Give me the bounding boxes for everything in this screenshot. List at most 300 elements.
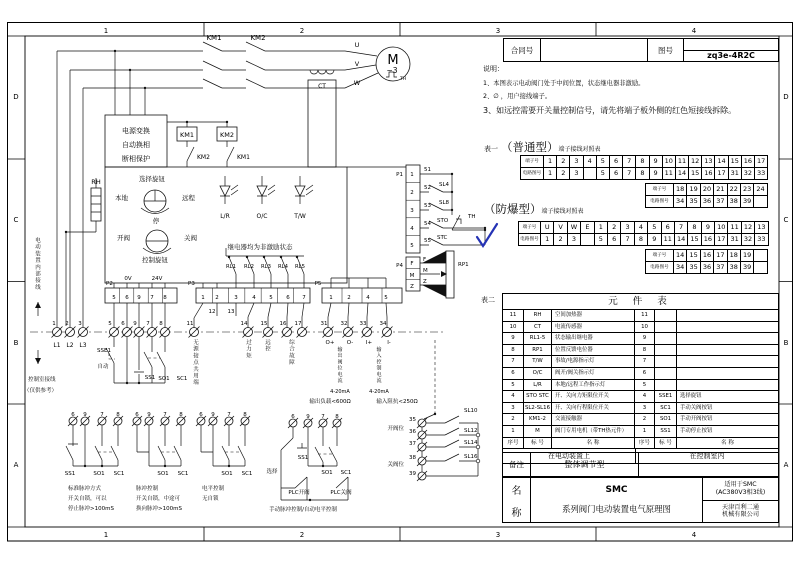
schematic-label: 输出阀位电流 <box>337 347 343 384</box>
table-cell: 3 <box>568 234 581 246</box>
schematic-label: 选择旋钮 <box>139 175 165 183</box>
schematic-label: 5 <box>384 295 388 301</box>
table-cell: 11 <box>635 310 655 322</box>
junction-dot <box>484 229 486 231</box>
schematic-label: 4 <box>252 295 256 301</box>
note-item: 3、如远控需要开关量控制信号，请先将端子板外侧的红色短接线拆除。 <box>483 106 737 115</box>
schematic-label: SC1 <box>177 471 189 477</box>
schematic-label: 16 <box>279 321 287 327</box>
schematic-label: 9 <box>211 412 215 418</box>
table-cell: 19 <box>687 184 700 196</box>
schematic-label: 34 <box>379 321 387 327</box>
table-cell: 9 <box>648 234 661 246</box>
table-cell: 20 <box>701 184 714 196</box>
junction-dot <box>101 465 103 467</box>
schematic-label: 7 <box>302 295 306 301</box>
table-cell <box>655 368 677 380</box>
schematic-label: 9 <box>137 295 141 301</box>
drawing-no-cell <box>684 39 778 61</box>
junction-dot <box>129 69 131 71</box>
junction-dot <box>246 256 248 258</box>
schematic-label: 38 <box>409 455 416 461</box>
schematic-label: 6 <box>199 412 203 418</box>
table-cell: 17 <box>714 250 727 262</box>
schematic-label: 4-20mA <box>369 389 389 395</box>
led-oc-icon <box>257 186 267 196</box>
schematic-label: 过力矩 <box>246 340 252 360</box>
table-cell: 端子号 <box>646 250 674 262</box>
table-cell: 2 <box>557 168 570 180</box>
schematic-label: 9 <box>147 412 151 418</box>
drawing-title: 系列阀门电动装置电气原理图 <box>562 503 671 514</box>
table-cell <box>677 310 778 322</box>
table-cell: SO1 <box>655 414 677 426</box>
table-cell: 33 <box>755 168 768 180</box>
table-cell: 交流接触器 <box>552 414 635 426</box>
table-cell: U <box>541 222 554 234</box>
zone-number: 2 <box>299 531 305 539</box>
table-cell: 2 <box>608 222 621 234</box>
schematic-labels <box>24 34 478 513</box>
table-cell: 3 <box>570 168 583 180</box>
table1-ref: 表一 <box>484 145 498 153</box>
table-cell: 32 <box>742 168 755 180</box>
schematic-label: KM2 <box>219 131 235 139</box>
schematic-label: 控制室接线 <box>28 377 56 383</box>
junction-dot <box>186 121 188 123</box>
table-cell: 5 <box>595 234 608 246</box>
schematic-label: RL1 <box>225 264 237 270</box>
table-cell: 电路图号 <box>646 196 674 208</box>
remark-empty <box>639 453 778 476</box>
schematic-label: P4 <box>396 263 403 269</box>
schematic-label: SSE1 <box>97 348 111 354</box>
schematic-label: O/C <box>256 213 268 220</box>
schematic-label: 停 <box>152 217 160 225</box>
table-cell: 11 <box>503 310 524 322</box>
zone-number: 3 <box>495 531 501 539</box>
schematic-label: 断相保护 <box>122 155 150 163</box>
schematic-label: 换向脉冲>100mS <box>136 506 182 512</box>
name-title-cell <box>531 478 703 522</box>
junction-dot <box>226 121 228 123</box>
schematic-label: SL4 <box>439 182 450 188</box>
schematic-label: SO1 <box>93 471 105 477</box>
schematic-label: 自动 <box>97 364 109 370</box>
table-cell: 9 <box>702 222 715 234</box>
table-cell: 14 <box>676 168 689 180</box>
schematic-label: 7 <box>321 414 325 420</box>
table-cell: 8 <box>635 345 655 357</box>
table-cell: 33 <box>755 234 768 246</box>
applicable-cell <box>703 478 778 501</box>
component-table-title: 元 件 表 <box>503 294 778 310</box>
table-cell: 10 <box>503 322 524 334</box>
schematic-label: 输入阻抗<250Ω <box>376 399 418 405</box>
dashed-links <box>98 340 435 454</box>
drawing-number: zq3e-4R2C <box>707 51 755 61</box>
table-cell: 4 <box>584 156 597 168</box>
name-label-char1: 名 <box>511 485 522 497</box>
schematic-label: 14 <box>240 321 248 327</box>
table-cell: 5 <box>648 222 661 234</box>
table-cell: 5 <box>503 380 524 392</box>
table-cell: 序号 <box>635 438 655 450</box>
schematic-label: TH <box>468 214 476 220</box>
table-cell <box>655 310 677 322</box>
table-cell: 16 <box>702 168 715 180</box>
table-cell: 序号 <box>503 438 524 450</box>
table-cell: 23 <box>741 184 754 196</box>
table-cell: 2 <box>557 156 570 168</box>
table-cell: 手动停止按钮 <box>677 426 778 438</box>
schematic-label: 手动脉冲控制/自动电平控制 <box>269 507 337 513</box>
table-cell: 2 <box>554 234 567 246</box>
schematic-label: 无自锁 <box>202 496 219 502</box>
table-cell: M <box>524 426 552 438</box>
company-line2: 机械有限公司 <box>721 511 760 519</box>
name-label <box>503 478 531 522</box>
table-cell: 37 <box>714 262 727 274</box>
schematic-label: SC1 <box>176 376 188 382</box>
junction-dot <box>451 173 453 175</box>
table-cell: 电路图号 <box>521 168 544 180</box>
schematic-label: 3 <box>410 208 414 214</box>
table-cell: V <box>554 222 567 234</box>
schematic-label: 继电器均为非激励状态 <box>227 243 293 251</box>
table-cell <box>655 356 677 368</box>
rp1-pot <box>446 251 454 298</box>
table-cell: 8 <box>636 156 649 168</box>
table-cell: 5 <box>597 168 610 180</box>
schematic-label: 7 <box>146 321 150 327</box>
table-cell: 1 <box>635 426 655 438</box>
table-cell: 9 <box>650 168 663 180</box>
table-cell: 8 <box>503 345 524 357</box>
schematic-label: 4 <box>366 295 370 301</box>
table-cell: 37 <box>714 196 727 208</box>
table-cell: RP1 <box>524 345 552 357</box>
table-cell: 14 <box>715 156 728 168</box>
zone-letter: B <box>783 339 789 347</box>
table-cell: 状态输出继电器 <box>552 333 635 345</box>
table-cell: 36 <box>701 262 714 274</box>
schematic-label: I- <box>387 340 391 346</box>
table-cell: 14 <box>675 234 688 246</box>
table-cell: 1 <box>544 156 557 168</box>
junction-dot <box>451 191 453 193</box>
schematic-label: 关阀 <box>184 234 197 242</box>
table-cell: 39 <box>741 196 754 208</box>
checkmark-annotation <box>477 224 497 246</box>
table-cell: 1 <box>503 426 524 438</box>
table-cell: 阀开/阀关指示灯 <box>552 368 635 380</box>
table-cell: 34 <box>674 262 687 274</box>
schematic-label: F <box>410 261 414 267</box>
schematic-label: RH <box>91 178 101 186</box>
table-cell: 端子号 <box>646 184 674 196</box>
component-table-ref: 表二 <box>481 296 495 304</box>
table-cell: 事故/电源指示灯 <box>552 356 635 368</box>
schematic-label: 37 <box>409 441 416 447</box>
table-cell: 12 <box>742 222 755 234</box>
table-cell: 开、关向力矩限位开关 <box>552 391 635 403</box>
zone-letter: C <box>13 216 19 224</box>
schematic-label: 8 <box>335 414 339 420</box>
notes-items <box>483 78 783 116</box>
schematic-label: 8 <box>116 412 120 418</box>
table-cell: 36 <box>701 196 714 208</box>
schematic-label: 9 <box>83 412 87 418</box>
zone-number: 2 <box>299 27 305 35</box>
table-cell: 手动关阀按钮 <box>677 403 778 415</box>
table-cell: 位置反馈电位器 <box>552 345 635 357</box>
table2-subtitle: 端子接线对照表 <box>541 208 584 215</box>
schematic-label: 2 <box>347 295 351 301</box>
schematic-label: 35 <box>409 417 416 423</box>
table2-heading <box>484 201 584 217</box>
schematic-label: 3 <box>234 295 238 301</box>
table-cell: 12 <box>689 156 702 168</box>
table-cell: 电路图号 <box>646 262 674 274</box>
notes-heading: 说明： <box>483 65 504 73</box>
table-cell: 3 <box>621 222 634 234</box>
schematic-label: L/R <box>220 213 230 220</box>
table1-grid2 <box>645 183 768 208</box>
schematic-label: 6 <box>286 295 290 301</box>
schematic-label: RP1 <box>458 262 469 268</box>
table-cell: 8 <box>688 222 701 234</box>
schematic-label: RL4 <box>277 264 289 270</box>
table-cell: 开、关向行程限位开关 <box>552 403 635 415</box>
schematic-label: 1 <box>52 321 56 327</box>
schematic-label: 39 <box>409 471 416 477</box>
schematic-label: STC <box>437 235 448 241</box>
applicable-line1: 适用于SMC <box>724 481 757 489</box>
title-block <box>503 38 779 62</box>
led-tw-icon <box>295 186 305 196</box>
schematic-label: 1 <box>410 172 414 178</box>
schematic-label: L3 <box>79 342 87 349</box>
table-cell: 22 <box>728 184 741 196</box>
schematic-label: SO1 <box>158 376 170 382</box>
schematic-label: 开关自锁，可以 <box>68 496 107 502</box>
contract-value <box>541 39 648 61</box>
table-cell: 17 <box>755 156 768 168</box>
table-cell: 19 <box>741 250 754 262</box>
table1-type: （普通型） <box>501 140 559 154</box>
location-left: 在电动装置上 <box>503 449 636 463</box>
schematic-label: 54 <box>424 221 431 227</box>
table-cell: 标 号 <box>655 438 677 450</box>
table-cell: 5 <box>635 380 655 392</box>
junction-dot <box>309 499 311 501</box>
schematic-label: KM2 <box>197 154 210 161</box>
table-cell: 6 <box>608 234 621 246</box>
junction-dot <box>322 465 324 467</box>
zone-letter: C <box>783 216 789 224</box>
table-cell: 31 <box>729 168 742 180</box>
table-cell: 13 <box>702 156 715 168</box>
contract-label: 合同号 <box>504 39 541 61</box>
schematic-label: PLC关阀 <box>330 490 352 496</box>
table-cell <box>677 368 778 380</box>
schematic-label: 开阀位 <box>387 426 404 432</box>
junction-dot <box>434 413 436 415</box>
schematic-label: SL10 <box>464 408 478 414</box>
table-cell: 9 <box>503 333 524 345</box>
schematic-label: P5 <box>314 281 322 287</box>
schematic-label: 2 <box>65 321 69 327</box>
table-cell: 选择旋钮 <box>677 391 778 403</box>
schematic-label: 24V <box>151 276 163 282</box>
table-cell: 38 <box>728 262 741 274</box>
zone-letter: B <box>13 339 19 347</box>
table-cell: SL2-SL16 <box>524 403 552 415</box>
schematic-label: W <box>353 79 361 87</box>
zone-letter: D <box>783 93 789 101</box>
table-cell: 8 <box>636 168 649 180</box>
name-right-cell <box>703 478 778 522</box>
table-cell: 电流传感器 <box>552 322 635 334</box>
junction-dot <box>451 209 453 211</box>
schematic-label: 12 <box>208 309 216 315</box>
table-cell: 1 <box>541 234 554 246</box>
table-cell: RL1-5 <box>524 333 552 345</box>
schematic-label: M <box>409 273 415 279</box>
zone-number: 1 <box>103 27 109 35</box>
schematic-label: SC1 <box>241 471 253 477</box>
schematic-label: 综合故障 <box>289 340 295 367</box>
table-cell: 10 <box>715 222 728 234</box>
zone-letter: A <box>13 461 19 469</box>
schematic-label: 1 <box>201 295 205 301</box>
led-lr-icon <box>220 186 230 196</box>
schematic-label: M <box>387 53 399 68</box>
table-cell: 15 <box>729 156 742 168</box>
schematic-label: KM2 <box>250 34 266 42</box>
schematic-label: 电平控制 <box>202 486 225 492</box>
schematic-label: 电源变换 <box>122 127 150 135</box>
table-cell: 6 <box>610 168 623 180</box>
notes <box>483 64 783 116</box>
table-cell: 名 称 <box>677 438 778 450</box>
company-line1: 天津百利二通 <box>721 503 760 511</box>
junction-dot <box>144 87 146 89</box>
table-cell: 2 <box>503 414 524 426</box>
schematic-label: 开关自锁，中途可 <box>136 496 181 502</box>
zone-letter: A <box>783 461 789 469</box>
schematic-label: 5 <box>410 243 414 249</box>
schematic-label: 55 <box>424 238 431 244</box>
junction-dot <box>228 465 230 467</box>
table-cell: 端子号 <box>521 156 544 168</box>
table-cell: 7 <box>675 222 688 234</box>
table-cell: 1 <box>595 222 608 234</box>
location-right: 在控制室内 <box>689 452 725 461</box>
table-cell: 11 <box>728 222 741 234</box>
table-cell: T/W <box>524 356 552 368</box>
schematic-label: 36 <box>409 429 416 435</box>
junction-dot <box>65 231 67 233</box>
table-cell: 35 <box>687 196 700 208</box>
schematic-label: SO1 <box>221 471 233 477</box>
table-cell: 16 <box>701 250 714 262</box>
schematic-label: 6 <box>71 412 75 418</box>
table-cell <box>655 380 677 392</box>
schematic-label: I+ <box>365 340 373 346</box>
schematic-label: 4 <box>410 226 414 232</box>
table-cell: 6 <box>610 156 623 168</box>
table-cell: 4 <box>503 391 524 403</box>
schematic-label: （仅供参考） <box>24 388 58 394</box>
schematic-label: 2 <box>215 295 219 301</box>
schematic-label: 15 <box>260 321 268 327</box>
drawing-no-empty <box>684 39 778 51</box>
table-cell <box>584 168 597 180</box>
schematic-label: 6 <box>135 412 139 418</box>
table2-grid <box>518 221 769 246</box>
zone-letter: D <box>13 93 19 101</box>
schematic-label: P1 <box>396 172 403 178</box>
table-cell: 16 <box>702 234 715 246</box>
schematic-label: RL5 <box>294 264 306 270</box>
schematic-label: KM1 <box>206 34 222 42</box>
schematic-label: RL2 <box>243 264 255 270</box>
table-cell <box>677 333 778 345</box>
remark-value: 整体调节型 <box>531 453 639 476</box>
table-cell: 39 <box>741 262 754 274</box>
schematic-label: 4-20mA <box>330 389 350 395</box>
table-cell: 名 称 <box>552 438 635 450</box>
table-cell: CT <box>524 322 552 334</box>
table-cell: 3 <box>570 156 583 168</box>
junction-dot <box>138 382 140 384</box>
schematic-label: ~3 <box>386 66 398 75</box>
schematic-label: P2 <box>106 281 113 287</box>
table-cell: 空间加热器 <box>552 310 635 322</box>
drawing-no-label: 图号 <box>648 39 684 61</box>
schematic-label: 无源接点共用端 <box>193 340 199 387</box>
table-cell: 15 <box>689 168 702 180</box>
schematic-label: KM1 <box>237 154 250 161</box>
schematic-label: 9 <box>306 414 310 420</box>
zone-number: 3 <box>495 27 501 35</box>
table-cell <box>655 345 677 357</box>
table-cell: 17 <box>715 168 728 180</box>
schematic-label: SC1 <box>113 471 125 477</box>
schematic-label: V <box>354 60 360 68</box>
schematic-label: 开阀 <box>117 234 130 242</box>
schematic-label: PLC开阀 <box>288 490 310 496</box>
schematic-label: 控制旋钮 <box>142 256 168 264</box>
company-cell <box>703 501 778 523</box>
component-table <box>502 293 779 464</box>
schematic-label: SS1 <box>144 375 156 381</box>
junction-dot <box>228 256 230 258</box>
schematic-label: 7 <box>100 412 104 418</box>
schematic-label: RL3 <box>260 264 272 270</box>
schematic-label: SC1 <box>340 470 352 476</box>
schematic-label: SO1 <box>321 470 333 476</box>
junction-dot <box>280 256 282 258</box>
table-cell: 标 号 <box>524 438 552 450</box>
table-cell <box>754 196 767 208</box>
table-cell <box>655 322 677 334</box>
schematic-label: L2 <box>66 342 74 349</box>
schematic-label: 关阀位 <box>387 462 404 468</box>
schematic-label: CT <box>318 83 326 90</box>
